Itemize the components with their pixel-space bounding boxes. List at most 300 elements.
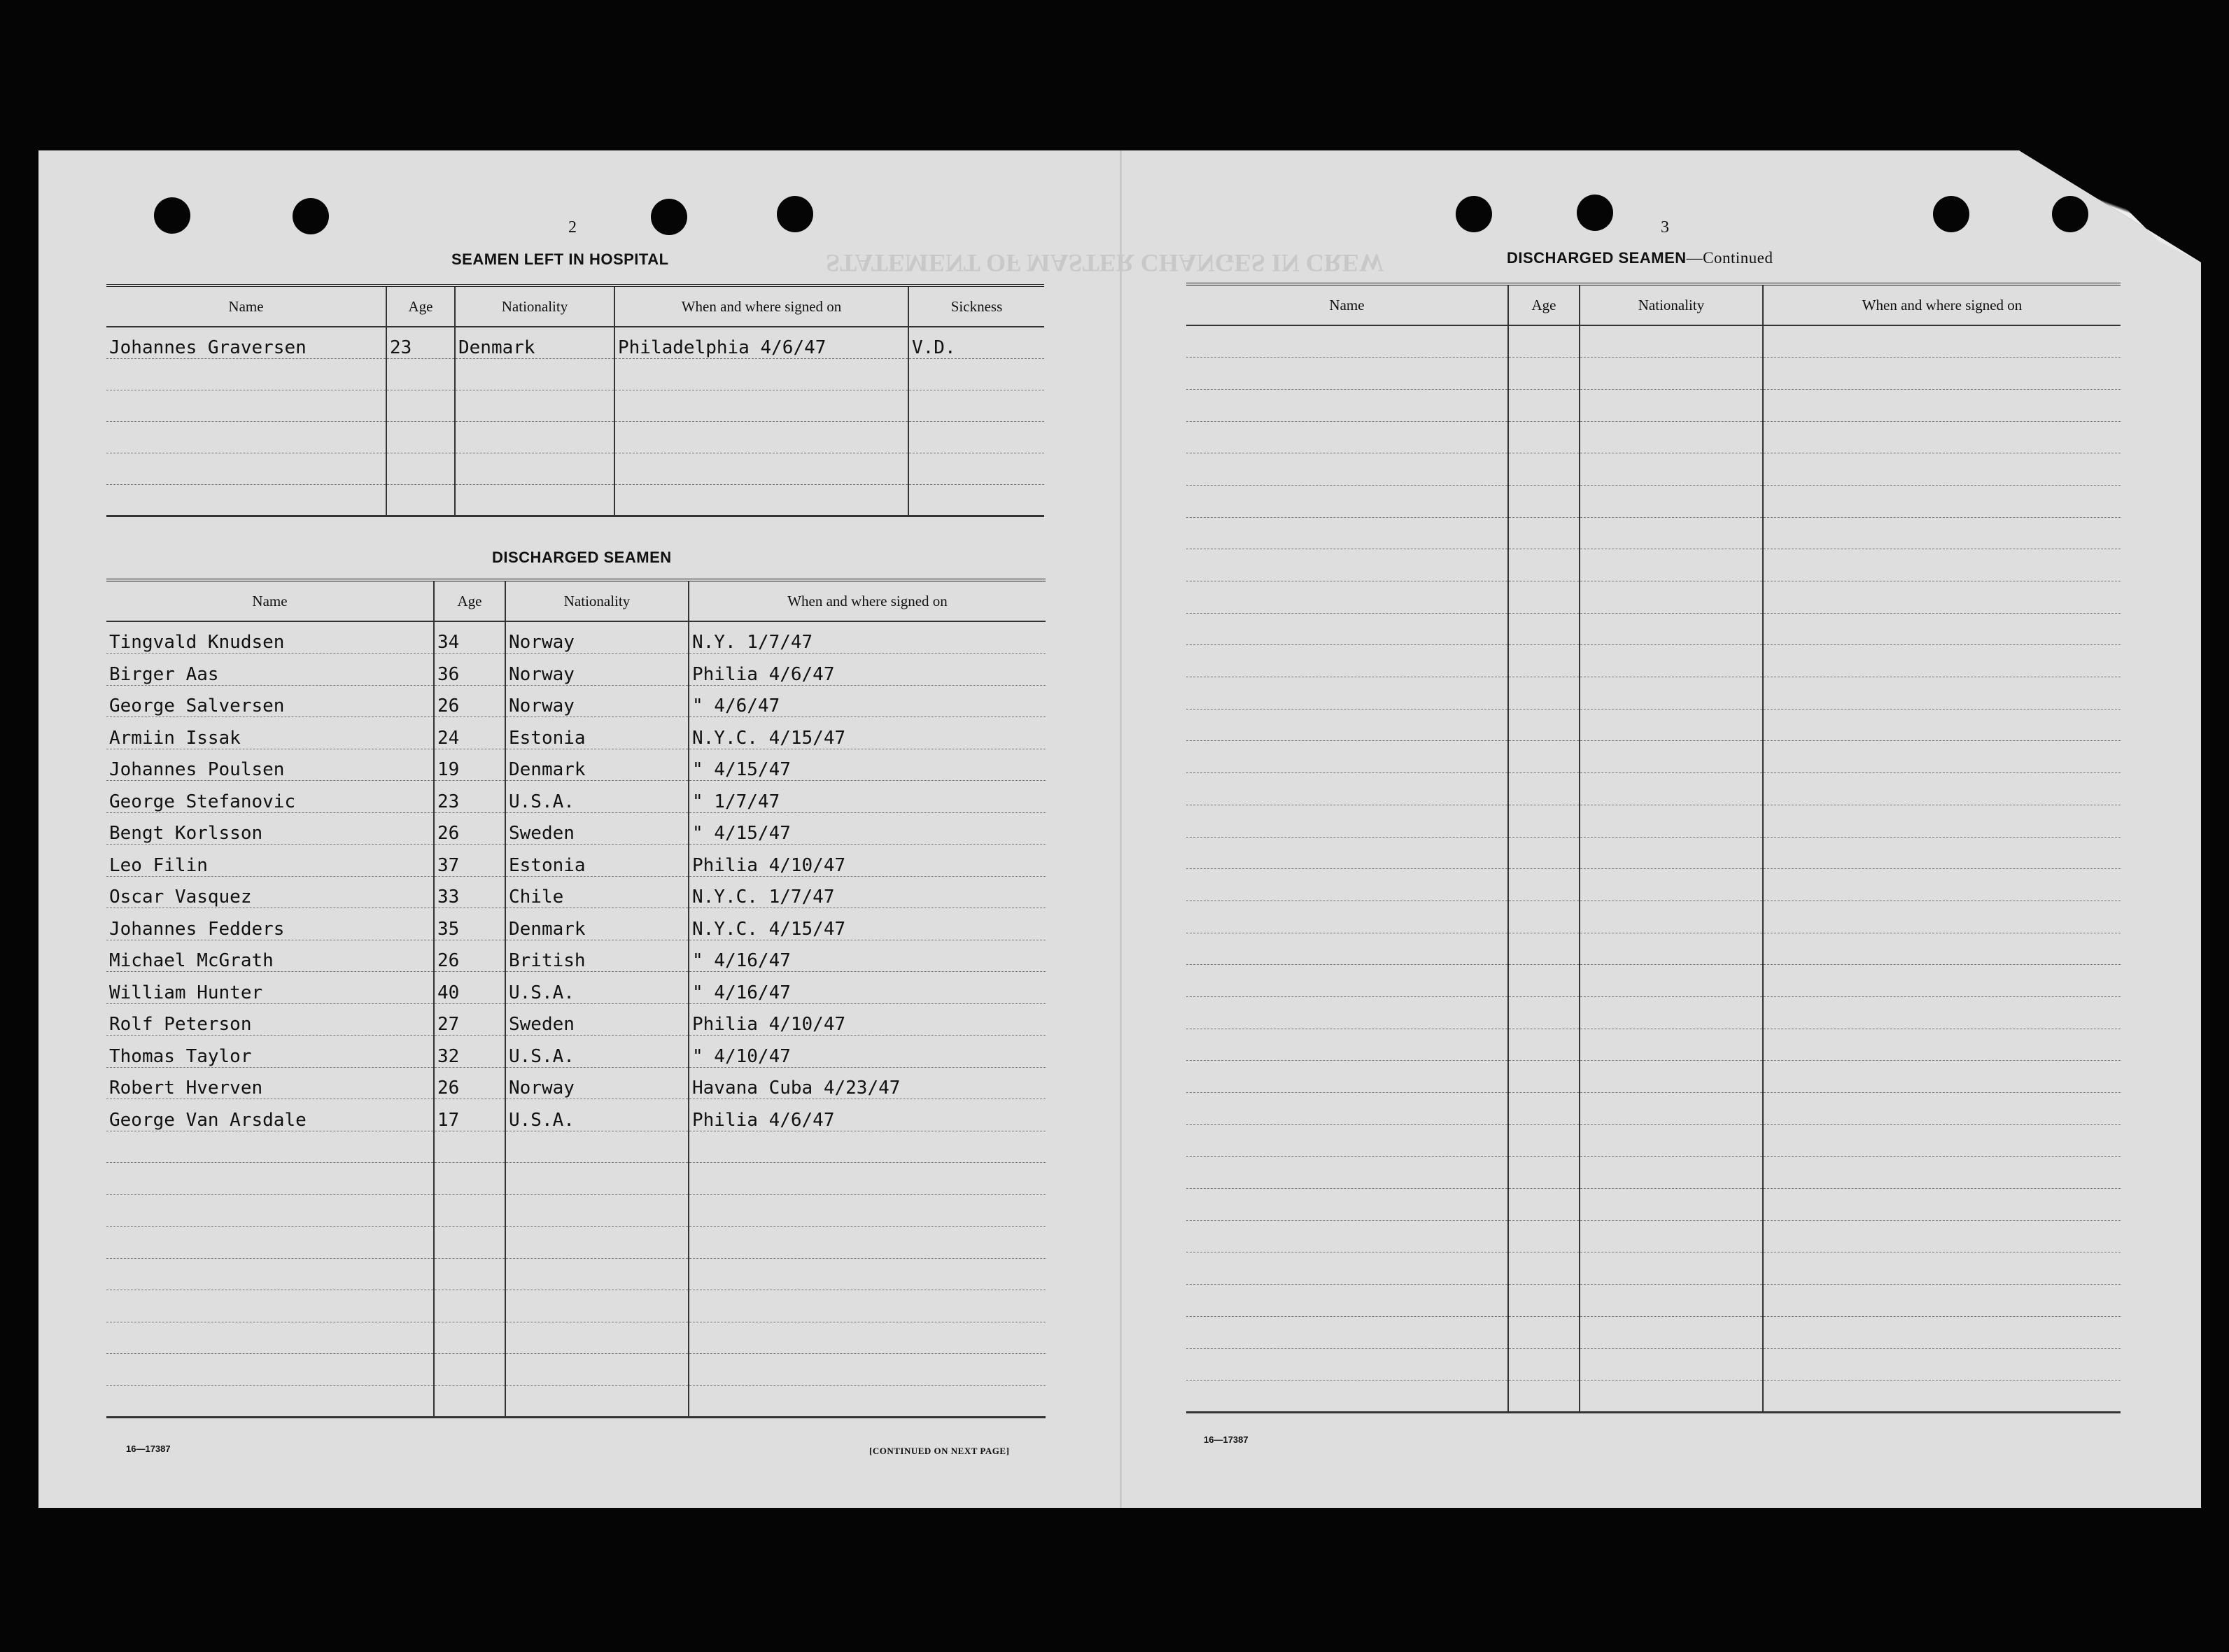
discharged-cell — [106, 1385, 434, 1418]
continued-cell — [1763, 613, 2121, 645]
continued-cell — [1763, 1189, 2121, 1221]
discharged-cell — [434, 1322, 505, 1354]
continued-cell — [1763, 1316, 2121, 1348]
hospital-cell — [908, 358, 1044, 390]
continued-cell — [1580, 1157, 1763, 1189]
discharged-cell: British — [505, 940, 689, 972]
continued-cell — [1580, 549, 1763, 581]
continued-cell — [1580, 1252, 1763, 1285]
continued-cell — [1580, 1124, 1763, 1157]
discharged-cell: George Stefanovic — [106, 781, 434, 813]
hospital-cell — [106, 390, 386, 421]
table-row — [106, 908, 1046, 940]
discharged-cell: Denmark — [505, 749, 689, 781]
hospital-cell — [386, 421, 455, 453]
table-row — [106, 1290, 1046, 1322]
discharged-cell: Norway — [505, 654, 689, 686]
continued-cell — [1580, 421, 1763, 453]
continued-cell — [1186, 1061, 1508, 1093]
discharged-cell: 33 — [434, 876, 505, 908]
continued-cell — [1508, 1061, 1580, 1093]
continued-cell — [1508, 1381, 1580, 1413]
page-number-right: 3 — [1661, 218, 1669, 236]
table-row — [1186, 869, 2121, 901]
continued-cell — [1763, 1124, 2121, 1157]
table-row — [106, 685, 1046, 717]
hospital-section-title: SEAMEN LEFT IN HOSPITAL — [451, 250, 669, 268]
table-row — [1186, 453, 2121, 486]
discharged-body — [106, 621, 1046, 1418]
discharged-cell — [106, 1194, 434, 1227]
discharged-cell: U.S.A. — [505, 972, 689, 1004]
discharged-header-2: Nationality — [505, 580, 689, 621]
table-row — [106, 1194, 1046, 1227]
table-row — [106, 812, 1046, 845]
continued-cell — [1508, 1124, 1580, 1157]
discharged-cell — [505, 1131, 689, 1163]
continued-cell — [1763, 421, 2121, 453]
continued-cell — [1763, 485, 2121, 517]
discharged-cell: 27 — [434, 1003, 505, 1036]
hospital-cell — [614, 421, 908, 453]
table-row — [106, 749, 1046, 781]
continued-cell — [1763, 837, 2121, 869]
table-row — [106, 421, 1044, 453]
punch-hole — [154, 197, 190, 234]
continued-cell — [1186, 389, 1508, 421]
discharged-cell: 26 — [434, 940, 505, 972]
table-row — [1186, 1157, 2121, 1189]
hospital-cell — [908, 390, 1044, 421]
discharged-cell: 26 — [434, 812, 505, 845]
discharged-cell — [689, 1385, 1046, 1418]
discharged-cell: Sweden — [505, 1003, 689, 1036]
table-row — [1186, 1061, 2121, 1093]
discharged-cell — [505, 1194, 689, 1227]
punch-hole — [651, 199, 687, 235]
table-row — [106, 1354, 1046, 1386]
discharged-cell: George Van Arsdale — [106, 1099, 434, 1131]
continued-title-main: DISCHARGED SEAMEN — [1507, 249, 1687, 267]
continued-cell — [1508, 485, 1580, 517]
continued-cell — [1186, 1252, 1508, 1285]
discharged-cell: 19 — [434, 749, 505, 781]
hospital-cell — [386, 358, 455, 390]
table-row — [1186, 1093, 2121, 1125]
table-row — [106, 390, 1044, 421]
continued-cell — [1186, 741, 1508, 773]
hospital-cell — [614, 453, 908, 484]
continued-cell — [1186, 1093, 1508, 1125]
punch-hole — [1456, 196, 1492, 232]
discharged-section-title: DISCHARGED SEAMEN — [492, 549, 672, 566]
hospital-cell — [455, 421, 614, 453]
table-row — [106, 717, 1046, 749]
table-row — [106, 1227, 1046, 1259]
continued-cell — [1508, 421, 1580, 453]
continued-cell — [1580, 805, 1763, 837]
table-row — [1186, 677, 2121, 709]
table-row — [106, 845, 1046, 877]
discharged-cell: Rolf Peterson — [106, 1003, 434, 1036]
hospital-table — [106, 284, 1044, 517]
punch-hole — [777, 196, 813, 232]
discharged-cell — [505, 1258, 689, 1290]
table-row — [106, 876, 1046, 908]
hospital-cell — [455, 390, 614, 421]
hospital-cell — [614, 358, 908, 390]
hospital-cell: V.D. — [908, 327, 1044, 358]
continued-cell — [1580, 933, 1763, 965]
continued-cell — [1763, 996, 2121, 1029]
discharged-cell: 37 — [434, 845, 505, 877]
table-row — [1186, 1252, 2121, 1285]
discharged-cell: N.Y.C. 4/15/47 — [689, 717, 1046, 749]
continued-cell — [1763, 1157, 2121, 1189]
table-row — [1186, 965, 2121, 997]
continued-title-suffix: —Continued — [1686, 249, 1773, 267]
discharged-header-1: Age — [434, 580, 505, 621]
discharged-cell — [689, 1227, 1046, 1259]
page-number-left: 2 — [568, 218, 577, 236]
continued-cell — [1580, 677, 1763, 709]
hospital-cell — [614, 484, 908, 516]
hospital-cell — [455, 453, 614, 484]
discharged-cell: 26 — [434, 1067, 505, 1099]
continued-cell — [1186, 485, 1508, 517]
discharged-cell: William Hunter — [106, 972, 434, 1004]
discharged-cell — [434, 1131, 505, 1163]
continued-cell — [1186, 1029, 1508, 1061]
continued-cell — [1763, 581, 2121, 614]
table-row — [1186, 485, 2121, 517]
continued-cell — [1508, 517, 1580, 549]
discharged-cell: " 4/6/47 — [689, 685, 1046, 717]
table-row — [1186, 1029, 2121, 1061]
continued-cell — [1508, 837, 1580, 869]
discharged-cell: Havana Cuba 4/23/47 — [689, 1067, 1046, 1099]
continued-cell — [1508, 1093, 1580, 1125]
table-row — [1186, 1189, 2121, 1221]
discharged-cell: Johannes Fedders — [106, 908, 434, 940]
table-row — [106, 1099, 1046, 1131]
discharged-cell — [689, 1258, 1046, 1290]
table-row — [106, 358, 1044, 390]
continued-cell — [1508, 1348, 1580, 1381]
hospital-cell — [908, 484, 1044, 516]
continued-cell — [1508, 325, 1580, 358]
discharged-cell: " 4/10/47 — [689, 1036, 1046, 1068]
continued-cell — [1580, 613, 1763, 645]
discharged-cell: 34 — [434, 621, 505, 654]
discharged-cell — [106, 1290, 434, 1322]
continued-cell — [1763, 965, 2121, 997]
hospital-header-2: Nationality — [455, 285, 614, 327]
discharged-header-row — [106, 580, 1046, 621]
discharged-cell: Denmark — [505, 908, 689, 940]
discharged-cell — [434, 1290, 505, 1322]
continued-cell — [1186, 837, 1508, 869]
discharged-cell: George Salversen — [106, 685, 434, 717]
hospital-header-3: When and where signed on — [614, 285, 908, 327]
continued-cell — [1763, 1348, 2121, 1381]
continued-cell — [1763, 1285, 2121, 1317]
hospital-cell — [455, 484, 614, 516]
table-row — [106, 654, 1046, 686]
continued-cell — [1508, 1189, 1580, 1221]
continued-cell — [1186, 613, 1508, 645]
discharged-cell — [505, 1227, 689, 1259]
continued-cell — [1580, 741, 1763, 773]
discharged-cell: N.Y.C. 1/7/47 — [689, 876, 1046, 908]
table-row — [1186, 805, 2121, 837]
table-row — [106, 1258, 1046, 1290]
hospital-cell: 23 — [386, 327, 455, 358]
continued-cell — [1508, 1157, 1580, 1189]
discharged-cell: Tingvald Knudsen — [106, 621, 434, 654]
continued-cell — [1580, 1093, 1763, 1125]
continued-cell — [1186, 805, 1508, 837]
table-row — [106, 1067, 1046, 1099]
discharged-cell — [106, 1258, 434, 1290]
discharged-cell: Estonia — [505, 717, 689, 749]
discharged-cell: 36 — [434, 654, 505, 686]
discharged-cell — [434, 1227, 505, 1259]
continued-cell — [1508, 613, 1580, 645]
table-row — [106, 972, 1046, 1004]
continued-cell — [1186, 325, 1508, 358]
continued-cell — [1508, 389, 1580, 421]
continued-cell — [1186, 1381, 1508, 1413]
continued-cell — [1580, 1316, 1763, 1348]
discharged-cell: " 1/7/47 — [689, 781, 1046, 813]
hospital-header-row — [106, 285, 1044, 327]
discharged-cell — [689, 1131, 1046, 1163]
continued-cell — [1580, 1220, 1763, 1252]
continued-note: [CONTINUED ON NEXT PAGE] — [869, 1446, 1010, 1456]
discharged-cell: Michael McGrath — [106, 940, 434, 972]
continued-cell — [1186, 1285, 1508, 1317]
table-row — [1186, 773, 2121, 805]
continued-cell — [1763, 709, 2121, 741]
table-row — [1186, 325, 2121, 358]
discharged-header-3: When and where signed on — [689, 580, 1046, 621]
discharged-cell: " 4/15/47 — [689, 749, 1046, 781]
discharged-cell: Thomas Taylor — [106, 1036, 434, 1068]
discharged-table — [106, 579, 1046, 1418]
continued-cell — [1580, 645, 1763, 677]
discharged-cell: 40 — [434, 972, 505, 1004]
discharged-cell: Bengt Korlsson — [106, 812, 434, 845]
continued-cell — [1763, 1093, 2121, 1125]
discharged-cell: Robert Hverven — [106, 1067, 434, 1099]
continued-cell — [1580, 709, 1763, 741]
continued-cell — [1580, 837, 1763, 869]
continued-cell — [1580, 325, 1763, 358]
table-row — [106, 484, 1044, 516]
continued-cell — [1508, 358, 1580, 390]
continued-cell — [1580, 773, 1763, 805]
continued-cell — [1580, 581, 1763, 614]
bleed-through-text: STATEMENT OF MASTER CHANGES IN CREW — [826, 249, 1384, 277]
continued-cell — [1186, 869, 1508, 901]
discharged-cell: 35 — [434, 908, 505, 940]
continued-cell — [1763, 869, 2121, 901]
discharged-cell: Oscar Vasquez — [106, 876, 434, 908]
discharged-cell — [434, 1354, 505, 1386]
continued-cell — [1508, 996, 1580, 1029]
table-row — [1186, 613, 2121, 645]
continued-header-2: Nationality — [1580, 284, 1763, 325]
discharged-cell — [505, 1290, 689, 1322]
discharged-cell: Philia 4/6/47 — [689, 1099, 1046, 1131]
continued-cell — [1763, 933, 2121, 965]
continued-cell — [1186, 421, 1508, 453]
table-row — [106, 1036, 1046, 1068]
continued-cell — [1508, 933, 1580, 965]
continued-section-title — [1507, 249, 1773, 267]
continued-cell — [1580, 1029, 1763, 1061]
continued-cell — [1580, 485, 1763, 517]
table-row — [106, 940, 1046, 972]
table-row — [1186, 517, 2121, 549]
continued-cell — [1580, 1061, 1763, 1093]
discharged-cell: 23 — [434, 781, 505, 813]
hospital-cell — [386, 484, 455, 516]
continued-cell — [1508, 581, 1580, 614]
discharged-cell: Leo Filin — [106, 845, 434, 877]
continued-cell — [1508, 741, 1580, 773]
table-row — [106, 1163, 1046, 1195]
discharged-cell: Philia 4/6/47 — [689, 654, 1046, 686]
continued-cell — [1186, 581, 1508, 614]
table-row — [1186, 389, 2121, 421]
continued-cell — [1508, 1252, 1580, 1285]
continued-cell — [1763, 549, 2121, 581]
continued-cell — [1186, 1348, 1508, 1381]
table-row — [1186, 1124, 2121, 1157]
table-row — [106, 1003, 1046, 1036]
discharged-cell: U.S.A. — [505, 1099, 689, 1131]
continued-cell — [1186, 1124, 1508, 1157]
table-row — [1186, 421, 2121, 453]
discharged-cell — [106, 1322, 434, 1354]
punch-hole — [1933, 196, 1969, 232]
continued-cell — [1186, 1220, 1508, 1252]
table-row — [106, 621, 1046, 654]
continued-cell — [1186, 1189, 1508, 1221]
continued-cell — [1580, 901, 1763, 933]
hospital-cell — [106, 358, 386, 390]
discharged-cell: N.Y. 1/7/47 — [689, 621, 1046, 654]
continued-cell — [1580, 965, 1763, 997]
continued-cell — [1763, 1252, 2121, 1285]
table-row — [1186, 549, 2121, 581]
continued-cell — [1763, 645, 2121, 677]
table-row — [1186, 741, 2121, 773]
discharged-cell — [106, 1354, 434, 1386]
discharged-cell: 32 — [434, 1036, 505, 1068]
continued-cell — [1508, 709, 1580, 741]
table-row — [1186, 1316, 2121, 1348]
table-row — [106, 327, 1044, 358]
discharged-cell: Sweden — [505, 812, 689, 845]
continued-cell — [1186, 933, 1508, 965]
table-row — [1186, 709, 2121, 741]
table-row — [1186, 358, 2121, 390]
table-row — [106, 1322, 1046, 1354]
discharged-cell: U.S.A. — [505, 781, 689, 813]
hospital-header-4: Sickness — [908, 285, 1044, 327]
continued-cell — [1508, 869, 1580, 901]
continued-cell — [1580, 389, 1763, 421]
discharged-cell: 17 — [434, 1099, 505, 1131]
discharged-cell: U.S.A. — [505, 1036, 689, 1068]
table-row — [106, 1131, 1046, 1163]
continued-cell — [1186, 549, 1508, 581]
continued-cell — [1508, 453, 1580, 486]
continued-cell — [1763, 901, 2121, 933]
table-row — [1186, 996, 2121, 1029]
continued-cell — [1508, 901, 1580, 933]
discharged-cell — [106, 1227, 434, 1259]
hospital-cell — [106, 421, 386, 453]
continued-cell — [1763, 741, 2121, 773]
table-row — [106, 781, 1046, 813]
discharged-cell — [505, 1354, 689, 1386]
hospital-cell — [106, 453, 386, 484]
form-number-left: 16—17387 — [126, 1443, 171, 1454]
continued-cell — [1186, 358, 1508, 390]
discharged-cell — [434, 1258, 505, 1290]
continued-cell — [1763, 773, 2121, 805]
center-fold — [1120, 150, 1122, 1508]
continued-cell — [1508, 677, 1580, 709]
discharged-cell: Birger Aas — [106, 654, 434, 686]
discharged-cell: Norway — [505, 621, 689, 654]
continued-cell — [1186, 453, 1508, 486]
continued-cell — [1186, 965, 1508, 997]
table-row — [1186, 645, 2121, 677]
hospital-header-1: Age — [386, 285, 455, 327]
continued-cell — [1763, 358, 2121, 390]
continued-cell — [1508, 1220, 1580, 1252]
continued-cell — [1763, 805, 2121, 837]
continued-cell — [1763, 677, 2121, 709]
table-row — [1186, 1381, 2121, 1413]
table-row — [1186, 581, 2121, 614]
table-row — [106, 1385, 1046, 1418]
continued-cell — [1508, 549, 1580, 581]
table-row — [1186, 1348, 2121, 1381]
hospital-cell: Denmark — [455, 327, 614, 358]
continued-cell — [1763, 517, 2121, 549]
hospital-cell: Johannes Graversen — [106, 327, 386, 358]
discharged-cell: Estonia — [505, 845, 689, 877]
continued-cell — [1186, 773, 1508, 805]
continued-header-1: Age — [1508, 284, 1580, 325]
discharged-cell: 24 — [434, 717, 505, 749]
continued-cell — [1763, 1029, 2121, 1061]
hospital-cell: Philadelphia 4/6/47 — [614, 327, 908, 358]
hospital-header-0: Name — [106, 285, 386, 327]
continued-cell — [1580, 1348, 1763, 1381]
discharged-cell — [689, 1194, 1046, 1227]
discharged-header-0: Name — [106, 580, 434, 621]
continued-cell — [1580, 1189, 1763, 1221]
discharged-cell — [434, 1385, 505, 1418]
continued-cell — [1186, 1316, 1508, 1348]
